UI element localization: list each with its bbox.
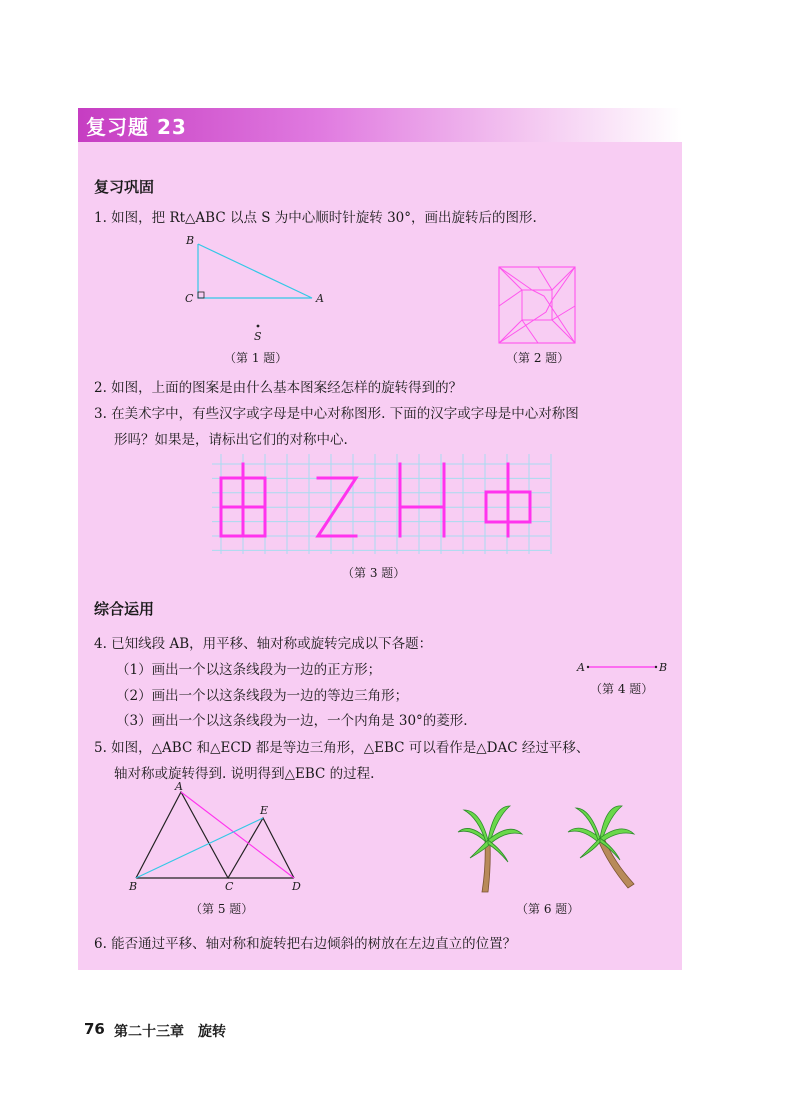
label-s: S (254, 330, 262, 343)
label-a: A (316, 292, 324, 305)
question-3-line-1: 3. 在美术字中，有些汉字或字母是中心对称图形. 下面的汉字或字母是中心对称图 (94, 406, 579, 422)
figure-6-palm-trees (450, 792, 650, 902)
question-1-text: 1. 如图，把 Rt△ABC 以点 S 为中心顺时针旋转 30°，画出旋转后的图形. (94, 210, 537, 226)
question-4-text: 4. 已知线段 AB，用平移、轴对称或旋转完成以下各题： (94, 636, 433, 652)
question-4-sub-3: （3）画出一个以这条线段为一边，一个内角是 30°的菱形. (116, 713, 468, 729)
caption-6: （第 6 题） (516, 902, 580, 916)
caption-1: （第 1 题） (224, 351, 288, 365)
chapter-title: 第二十三章 旋转 (114, 1024, 226, 1040)
label-c: C (185, 292, 194, 305)
caption-3: （第 3 题） (342, 566, 406, 580)
question-6-text: 6. 能否通过平移、轴对称和旋转把右边倾斜的树放在左边直立的位置？ (94, 936, 517, 952)
caption-4: （第 4 题） (590, 682, 654, 696)
label-c: C (225, 880, 234, 893)
question-2-text: 2. 如图，上面的图案是由什么基本图案经怎样的旋转得到的？ (94, 380, 463, 396)
section-apply-title: 综合运用 (94, 600, 155, 618)
label-e: E (260, 804, 269, 817)
banner-title: 复习题 23 (86, 115, 187, 139)
question-4-sub-2: （2）画出一个以这条线段为一边的等边三角形； (116, 688, 409, 704)
figure-2-square-pattern (498, 266, 578, 346)
label-a: A (175, 780, 183, 793)
label-b: B (659, 661, 668, 674)
question-5-line-1: 5. 如图，△ABC 和△ECD 都是等边三角形，△EBC 可以看作是△DAC 经过平移、 (94, 740, 590, 756)
section-review-title: 复习巩固 (94, 178, 155, 196)
question-3-line-2: 形吗？如果是，请标出它们的对称中心. (114, 432, 348, 448)
caption-5: （第 5 题） (190, 902, 254, 916)
figure-4-segment-ab (576, 658, 676, 678)
label-a: A (577, 661, 585, 674)
page-number: 76 (84, 1020, 105, 1038)
palm-tree-upright (458, 806, 522, 892)
figure-5-triangles (126, 782, 316, 898)
question-4-sub-1: （1）画出一个以这条线段为一边的正方形； (116, 662, 382, 678)
question-5-line-2: 轴对称或旋转得到. 说明得到△EBC 的过程. (114, 766, 375, 782)
figure-3-letter-grid (212, 454, 552, 558)
label-b: B (129, 880, 138, 893)
label-b: B (186, 234, 195, 247)
palm-tree-tilted (568, 806, 634, 888)
label-d: D (292, 880, 301, 893)
caption-2: （第 2 题） (506, 351, 570, 365)
